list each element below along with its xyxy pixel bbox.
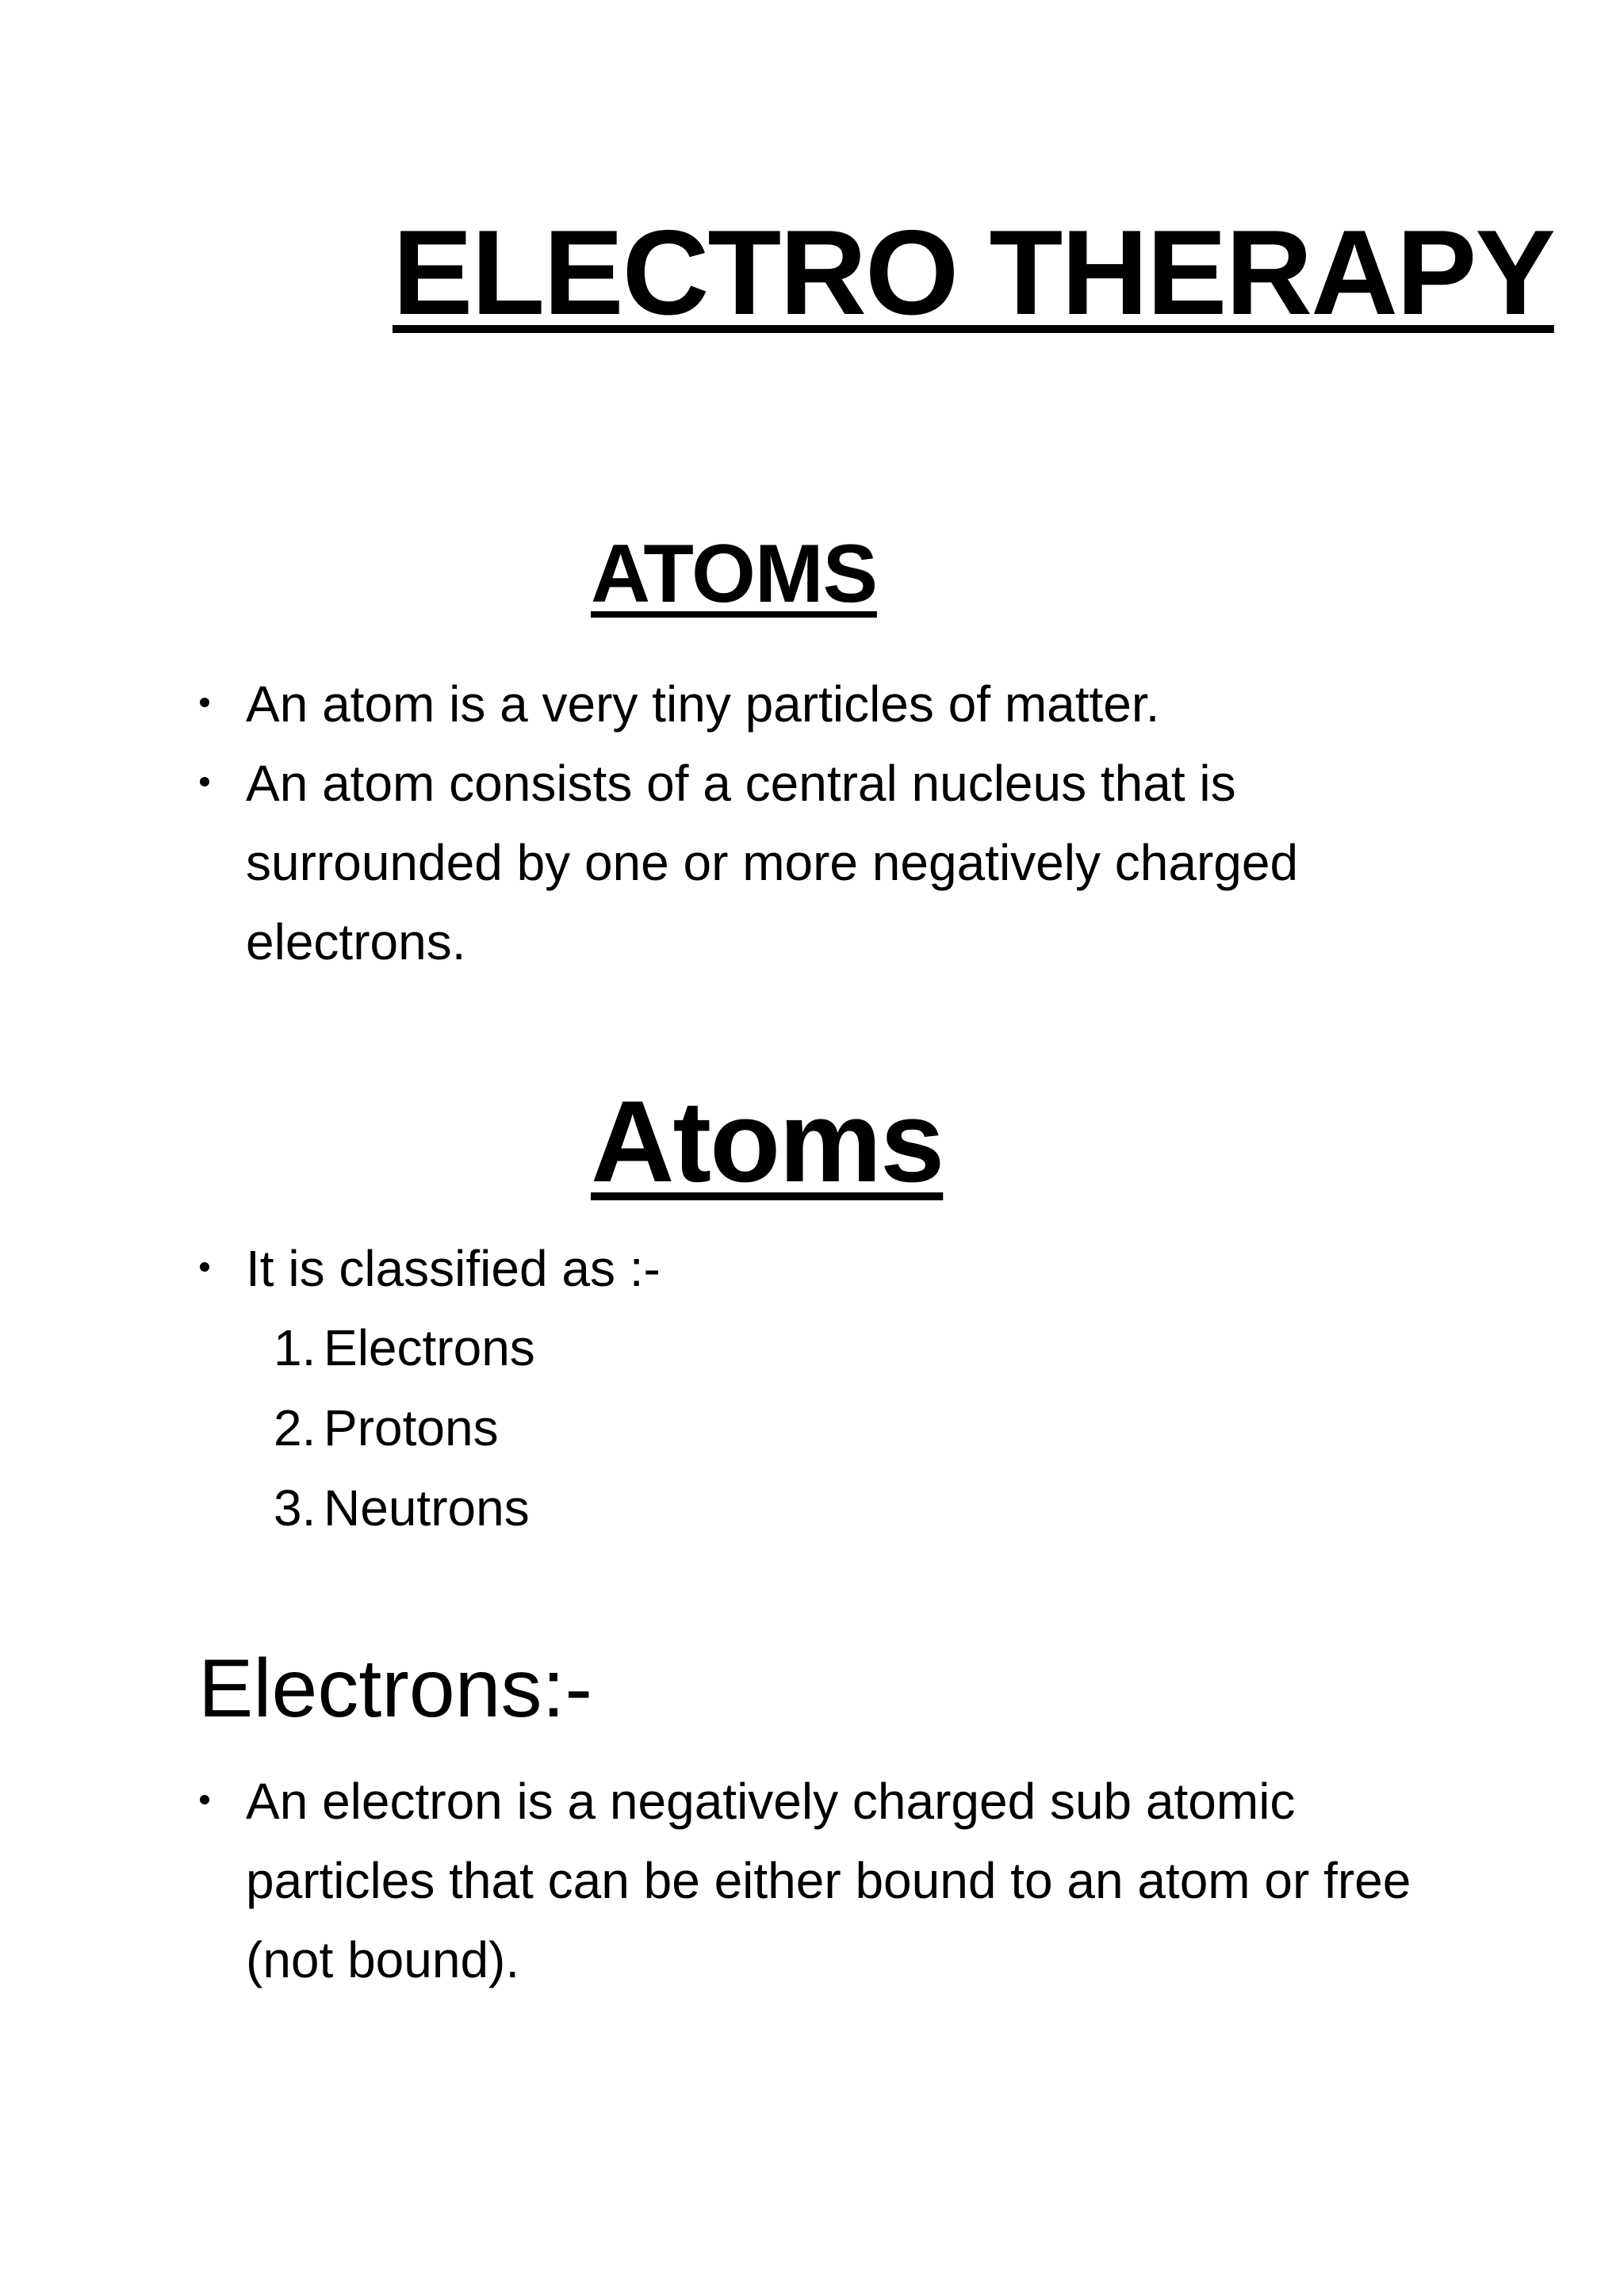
bullet-list-classification [0, 1229, 1435, 1308]
bullet-text: It is classified as :- [246, 1240, 661, 1297]
bullet-list-atoms [0, 664, 1435, 982]
item-text: Protons [324, 1399, 499, 1456]
list-item [0, 1762, 1435, 1999]
list-item [0, 1308, 535, 1388]
section-heading-atoms-caps: ATOMS [591, 528, 877, 620]
list-item [0, 1388, 535, 1468]
bullet-list-electrons [0, 1762, 1435, 1999]
bullet-icon [200, 1795, 209, 1804]
bullet-icon [200, 698, 209, 707]
item-text: Electrons [324, 1319, 535, 1376]
list-item [0, 744, 1435, 982]
item-number: 1. [274, 1319, 316, 1376]
list-item [0, 1468, 535, 1548]
bullet-text: An atom is a very tiny particles of matter. [246, 675, 1160, 733]
document-title: ELECTRO THERAPY [393, 205, 1554, 340]
bullet-icon [200, 777, 209, 786]
section-heading-atoms: Atoms [591, 1077, 944, 1206]
list-item [0, 1229, 1435, 1308]
bullet-text: An atom consists of a central nucleus that is surrounded by one or more negatively charged electrons. [246, 755, 1299, 970]
item-number: 2. [274, 1399, 316, 1456]
item-text: Neutrons [324, 1479, 530, 1536]
list-item [0, 664, 1435, 744]
bullet-text: An electron is a negatively charged sub atomic particles that can be either bound to an atom or free (not bound). [246, 1773, 1411, 1988]
section-heading-electrons: Electrons:- [198, 1643, 593, 1735]
bullet-icon [200, 1262, 209, 1272]
numbered-list-particles [0, 1308, 535, 1548]
item-number: 3. [274, 1479, 316, 1536]
